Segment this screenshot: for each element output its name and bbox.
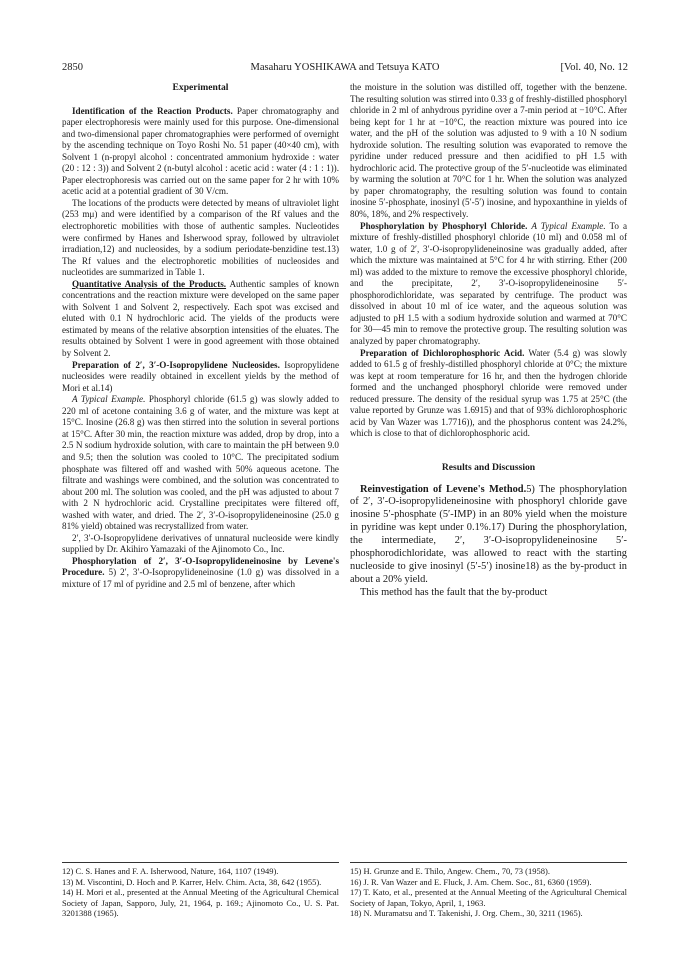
paragraph-text: 5) 2′, 3′-O-Isopropylideneinosine (1.0 g) was dissolved in a mixture of 17 ml of pyridine and 2.5 ml of benzene, after which [62,567,340,589]
paragraph-dichlorophosphoric [350,348,627,440]
paragraph-identification [62,106,339,198]
paragraph-text: Paper chromatography and paper electrophoresis were mainly used for this purpose. One-dimensional and two-dimensional paper chromatographies were performed of overnight by the ascending technique on Toyo Roshi No. 51 paper (40×40 cm), with Solvent 1 (n-propyl alcohol : concentrated ammonium hydroxide : water (20 : 12 : 3)) and Solvent 2 (n-butyl alcohol : acetic acid : water (4 : 1 : 1)). Paper electrophoresis was carried out on the same paper for 2 hr with 10% acetic acid at a potential gradient of 30 V/cm. [62,105,339,197]
paragraph-continued [350,82,627,221]
paragraph-title: Reinvestigation of Levene's Method. [360,483,527,495]
footnotes-left [62,862,339,919]
paragraph-levene-procedure [62,556,339,591]
running-title: Masaharu YOSHIKAWA and Tetsuya KATO [250,62,440,73]
paragraph-reinvestigation [350,484,627,587]
paragraph-lead: A Typical Example. [72,394,146,405]
paragraph-locations [62,198,339,279]
footnote: 16) J. R. Van Wazer and E. Fluck, J. Am. Chem. Soc., 81, 6360 (1959). [350,876,592,887]
section-heading-experimental: Experimental [172,82,229,93]
right-column [350,82,627,600]
paragraph-quantitative [62,279,339,360]
footnote: 15) H. Grunze and E. Thilo, Angew. Chem., 70, 73 (1958). [350,866,550,876]
page-number: 2850 [62,62,83,73]
paragraph-text: the moisture in the solution was distilled off, together with the benzene. The resulting solution was stirred into 0.33 g of freshly-distilled phosphoryl chloride in 2 ml of anhydrous pyridine over a 7-min period at −10°C. After being kept for 1 hr at −10°C, the reaction mixture was poured into ice water, and the pH of the solution was adjusted to 9 with a 10 N sodium hydroxide solution. The resulting solution was evaporated to remove the pyridine under reduced pressure and then acidified to pH 1.5 with hydrochloric acid. The protective group of the 5′-nucleotide was eliminated by warming the solution at 70°C for 1 hr. When the solution was analyzed by paper chromatography, the resulting solution was found to contain inosine 5′-phosphate, inosinyl (5′-5′) inosine, and hypoxanthine in yields of 80%, 18%, and 2% respectively. [350,82,628,220]
paragraph-text: Authentic samples of known concentrations and the reaction mixture were developed on the same paper with Solvent 1 and Solvent 2, respectively. Each spot was excised and eluted with 0.1 N hydrochloric acid. The yields of the products were estimated by means of the relative absorption intensities of the eluates. The results obtained by Solvent 1 were in good agreement with those obtained by Solvent 2. [62,278,339,359]
paragraph-isopropylidene [62,360,339,395]
footnote: 13) M. Viscontini, D. Hoch and P. Karrer, Helv. Chim. Acta, 38, 642 (1955). [62,876,322,887]
paragraph-text: The phosphorylation of 2′, 3′-O-isopropylideneinosine with phosphoryl chloride gave inosine 5′-phosphate (5′-IMP) in an 80% yield when the moisture in pyridine was kept under 0.1%.17) During the phosphorylation, the intermediate, 2′, 3′-O-isopropylideneinosine 5′-phosphorodichloridate, was allowed to react with the starting nucleoside to give inosinyl (5′-5′) inosine18) as the by-product in about a 20% yield. [350,483,627,585]
left-column [62,82,339,591]
paragraph-text: Isopropylidene nucleosides were readily obtained in excellent yields by the method of Mori et al.14) [62,359,339,393]
footnotes-right [350,862,627,919]
paragraph-text: The locations of the products were detected by means of ultraviolet light (253 mμ) and were identified by a comparison of the Rf values and the electrophoretic mobilities with those of authentic samples. Nucleotides were confirmed by Hanes and Isherwood spray, followed by ultraviolet irradiation,12) and nucleosides, by a sodium periodate-benzidine test.13) The Rf values and the electrophoretic mobilities of nucleosides and nucleotides are summarized in Table 1. [62,197,339,278]
paragraph-text: 2′, 3′-O-Isopropylidene derivatives of unnatural nucleoside were kindly supplied by Dr. Akihiro Yamazaki of the Ajinomoto Co., Inc. [62,532,339,555]
paragraph-derivatives [62,533,339,556]
reference-mark: 5) [526,483,535,495]
paragraph-phosphoryl-chloride [350,221,627,348]
paragraph-text: Phosphoryl chloride (61.5 g) was slowly added to 220 ml of acetone containing 3.6 g of water, and the mixture was kept at 15°C. Inosine (26.8 g) was then stirred into the solution in several portions at 15°C. After 30 min, the reaction mixture was added, drop by drop, into a 2.5 N sodium hydroxide solution, with care to maintain the pH between 9.0 and 9.5; then the solution was cooled to 10°C. The precipitated sodium phosphate was filtered off and washed with 50% aqueous acetone. The filtrate and washings were combined, and the solution was concentrated to about 200 ml. The solution was cooled, and the pH was adjusted to about 7 with 2 N hydrochloric acid. Crystalline precipitates were filtered off, washed with water, and dried. The 2′, 3′-O-isopropylideneinosine (25.0 g 81% yield) obtained was recrystallized from water. [62,394,340,532]
section-heading-results: Results and Discussion [441,461,536,473]
footnote: 14) H. Mori et al., presented at the Annual Meeting of the Agricultural Chemical Society of Japan, Sapporo, July, 21, 1964, p. 169.; Ajinomoto Co., U. S. Pat. 3201388 (1965). [62,887,339,919]
paragraph-typical-example [62,394,339,533]
paragraph-text: To a mixture of freshly-distilled phosphoryl chloride (10 ml) and 0.058 ml of water, 1.0 g of 2′, 3′-O-isopropylideneinosine was gradually added, after which the mixture was maintained at 5°C for 4 hr with stirring. Ether (200 ml) was added to the mixture to remove the excessive phosphoryl chloride, and the precipitate, 2′, 3′-O-isopropylideneinosine 5′-phosphorodichloridate, was separated by centrifuge. The product was dissolved in about 10 ml of ice water, and the aqueous solution was adjusted to pH 1.5 with a sodium hydroxide solution and warmed at 70°C for 30—45 min to remove the protective group. The resulting solution was analyzed by paper chromatography. [350,220,627,347]
paragraph-title: Phosphorylation by Phosphoryl Chloride. [360,220,528,231]
running-header [62,61,628,75]
footnote: 17) T. Kato, et al., presented at the Annual Meeting of the Agricultural Chemical Society of Japan, Tokyo, April, 1, 1963. [350,887,627,908]
paragraph-title: Preparation of Dichlorophosphoric Acid. [360,347,525,358]
journal-volume: [Vol. 40, No. 12 [560,62,628,73]
paragraph-title: Phosphorylation of 2′, 3′-O-Isopropylideneinosine by Levene's Procedure. [62,555,339,578]
footnote: 12) C. S. Hanes and F. A. Isherwood, Nature, 164, 1107 (1949). [62,866,279,876]
paragraph-title: Quantitative Analysis of the Products. [72,278,227,289]
footnote: 18) N. Muramatsu and T. Takenishi, J. Org. Chem., 30, 3211 (1965). [350,908,583,919]
paragraph-text: Water (5.4 g) was slowly added to 61.5 g of freshly-distilled phosphoryl chloride at 0°C; the mixture was kept at room temperature for 16 hr, and then the hydrogen chloride formed and the unchanged phosphoryl chloride were removed under reduced pressure. The density of the residual syrup was 1.75 at 25°C (the value reported by Grunze was 1.6915) and that of 93% dichlorophosphoric acid by Van Wazer was 1.7716)), and the phosphorus content was 24.2%, which is close to that of dichlorophosphoric acid. [350,347,627,439]
paragraph-title: Preparation of 2′, 3′-O-Isopropylidene Nucleosides. [72,359,280,370]
paragraph-text: This method has the fault that the by-product [360,586,548,598]
paragraph-lead: A Typical Example. [531,220,606,231]
paragraph-fault [350,587,627,600]
paragraph-title: Identification of the Reaction Products. [72,105,233,116]
